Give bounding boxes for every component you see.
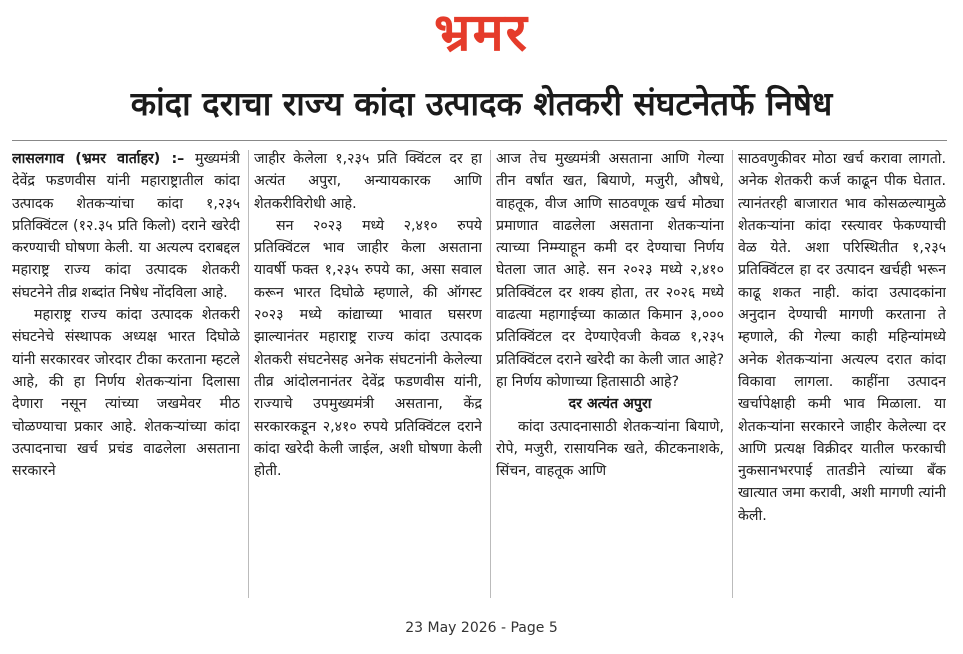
newspaper-logo: भ्रमर xyxy=(434,3,529,63)
headline: कांदा दराचा राज्य कांदा उत्पादक शेतकरी संघटनेतर्फे निषेध xyxy=(130,84,833,123)
paragraph: सन २०२३ मध्ये २,४१० रुपये प्रतिक्विंटल भाव जाहीर केला असताना यावर्षी फक्त १,२३५ रुपये का, असा सवाल करून भारत दिघोळे म्हणाले, की ऑगस्ट २०२३ मध्ये कांद्याच्या भावात घसरण झाल्यानंतर महाराष्ट्र राज्य कांदा उत्पादक शेतकरी संघटनेसह अनेक संघटनांनी केलेल्या तीव्र आंदोलनानंतर देवेंद्र फडणवीस यांनी, राज्याचे उपमुख्यमंत्री असताना, केंद्र सरकारकडून २,४१० रुपये प्रतिक्विंटल दराने कांदा खरेदी केली जाईल, अशी घोषणा केली होती. xyxy=(254,217,482,480)
column-3 xyxy=(496,148,724,600)
paragraph: आज तेच मुख्यमंत्री असताना आणि गेल्या तीन वर्षांत खत, बियाणे, मजुरी, औषधे, वाहतूक, वीज आणि साठवणूक खर्च मोठ्या प्रमाणात वाढलेला असताना शेतकऱ्यांना त्याच्या निम्म्याहून कमी दर देण्याचा निर्णय घेतला जात आहे. सन २०२३ मध्ये २,४१० प्रतिक्विंटल दर शक्य होता, तर २०२६ मध्ये वाढत्या महागाईच्या काळात किमान ३,००० प्रतिक्विंटल दर देण्याऐवजी केवळ १,२३५ प्रतिक्विंटल दराने खरेदी का केली जात आहे? हा निर्णय कोणाच्या हितासाठी आहे? xyxy=(496,151,724,390)
column-divider xyxy=(248,150,249,598)
paragraph: जाहीर केलेला १,२३५ प्रति क्विंटल दर हा अत्यंत अपुरा, अन्यायकारक आणि शेतकरीविरोधी आहे. xyxy=(254,151,482,212)
headline-rule xyxy=(12,140,947,141)
column-divider xyxy=(490,150,491,598)
paragraph xyxy=(12,148,240,304)
paragraph: महाराष्ट्र राज्य कांदा उत्पादक शेतकरी संघटनेचे संस्थापक अध्यक्ष भारत दिघोळे यांनी सरकारवर जोरदार टीका करताना म्हटले आहे, की हा निर्णय शेतकऱ्यांना दिलासा देणारा नसून त्यांच्या जखमेवर मीठ चोळण्याचा प्रकार आहे. शेतकऱ्यांच्या कांदा उत्पादनाचा खर्च प्रचंड वाढलेला असताना सरकारने xyxy=(12,307,240,480)
column-2 xyxy=(254,148,482,600)
page-footer: 23 May 2026 - Page 5 xyxy=(405,620,558,636)
column-4 xyxy=(738,148,946,600)
masthead xyxy=(0,0,963,70)
paragraph: कांदा उत्पादनासाठी शेतकऱ्यांना बियाणे, रोपे, मजुरी, रासायनिक खते, कीटकनाशके, सिंचन, वाहतूक आणि xyxy=(496,418,724,480)
paragraph-text: मुख्यमंत्री देवेंद्र फडणवीस यांनी महाराष्ट्रातील कांदा उत्पादक शेतकऱ्यांचा कांदा १,२३५ प्रतिक्विंटल (१२.३५ प्रति किलो) दराने खरेदी करण्याची घोषणा केली. या अत्यल्प दराबद्दल महाराष्ट्र राज्य कांदा उत्पादक शेतकरी संघटनेने तीव्र शब्दांत निषेध नोंदविला आहे. xyxy=(12,151,240,301)
column-1 xyxy=(12,148,240,600)
subheading: दर अत्यंत अपुरा xyxy=(568,396,652,413)
dateline: लासलगाव (भ्रमर वार्ताहर) :– xyxy=(12,151,185,167)
article-body xyxy=(12,148,947,600)
column-divider xyxy=(732,150,733,598)
paragraph: साठवणुकीवर मोठा खर्च करावा लागतो. अनेक शेतकरी कर्ज काढून पीक घेतात. त्यानंतरही बाजारात भाव कोसळल्यामुळे शेतकऱ्यांना कांदा रस्त्यावर फेकण्याची वेळ येते. अशा परिस्थितीत १,२३५ प्रतिक्विंटल हा दर उत्पादन खर्चही भरून काढू शकत नाही. कांदा उत्पादकांना अनुदान देण्याची मागणी करताना ते म्हणाले, की गेल्या काही महिन्यांमध्ये अनेक शेतकऱ्यांना अत्यल्प दरात कांदा विकावा लागला. काहींना उत्पादन खर्चापेक्षाही कमी भाव मिळाला. या शेतकऱ्यांना सरकारने जाहीर केलेल्या दर आणि प्रत्यक्ष विक्रीदर यातील फरकाची नुकसानभरपाई तातडीने त्यांच्या बँक खात्यात जमा करावी, अशी मागणी त्यांनी केली. xyxy=(738,151,946,524)
